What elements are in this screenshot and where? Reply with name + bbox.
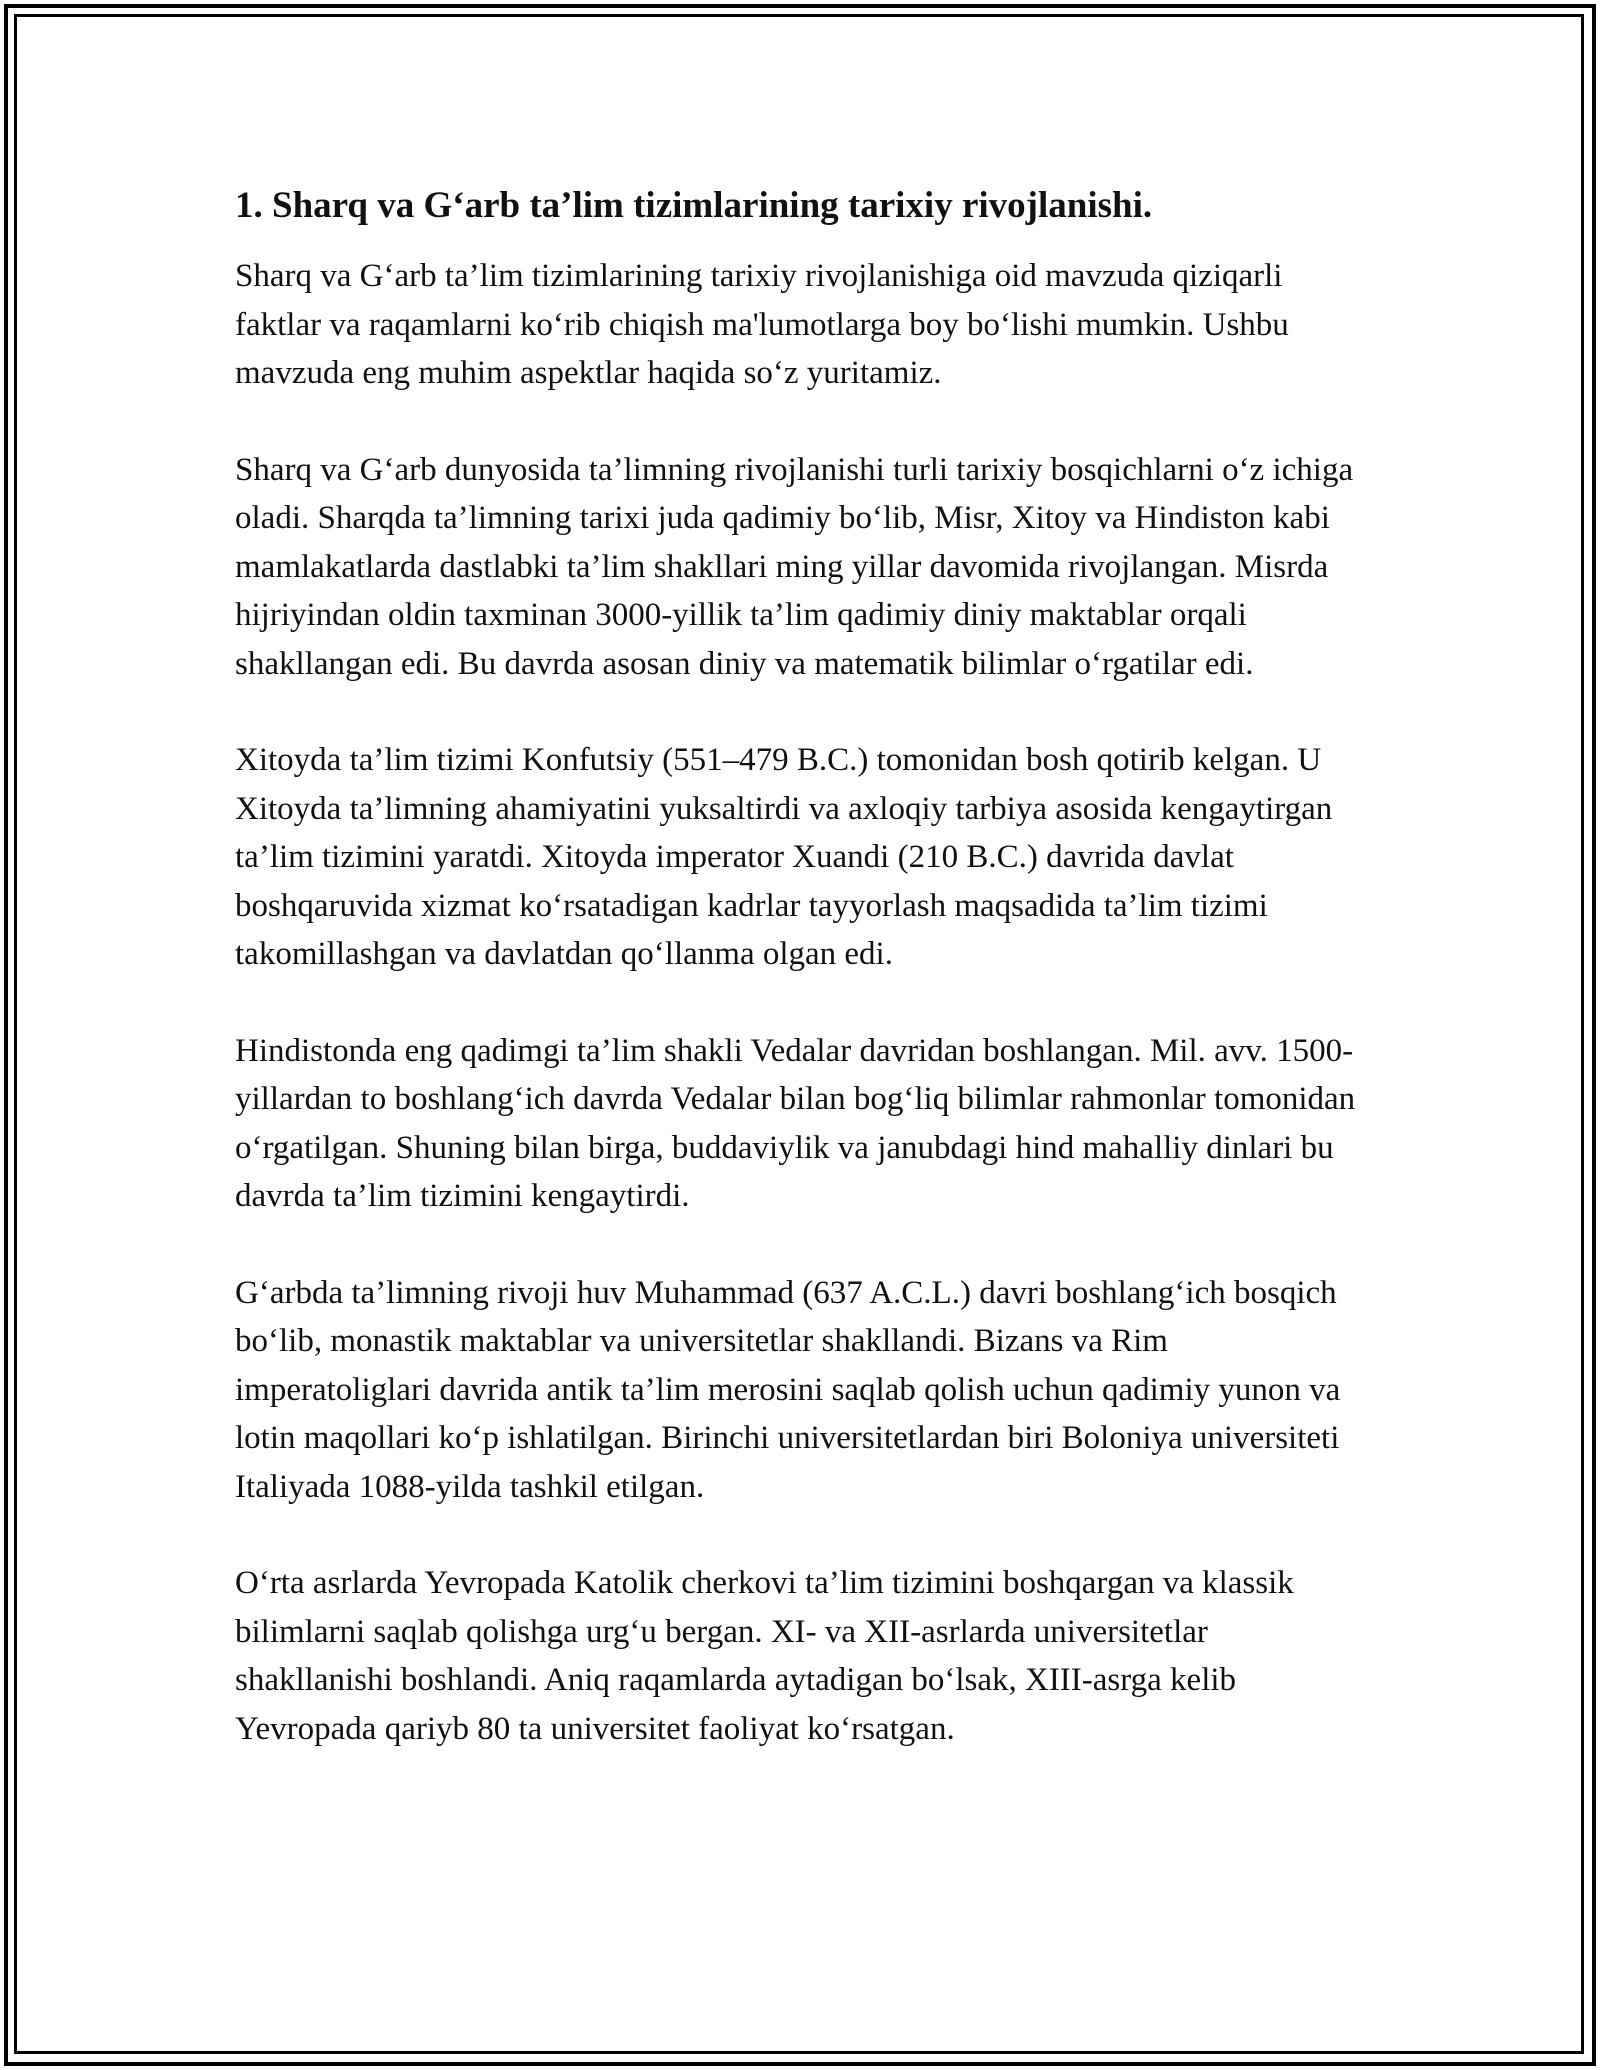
paragraph-east-overview: Sharq va G‘arb dunyosida ta’limning rivojlanishi turli tarixiy bosqichlarni o‘z ichiga oladi. Sharqda ta’limning tarixi juda qadimiy bo‘lib, Misr, Xitoy va Hindiston kabi mamlakatlarda dastlabki ta’lim shakllari ming yillar davomida rivojlangan. Misrda hijriyindan oldin taxminan 3000-yillik ta’lim qadimiy diniy maktablar orqali shakllangan edi. Bu davrda asosan diniy va matematik bilimlar o‘rgatilar edi. [235,451,1354,682]
document-body [235,182,1365,1801]
paragraph-india: Hindistonda eng qadimgi ta’lim shakli Vedalar davridan boshlangan. Mil. avv. 1500-yillardan to boshlang‘ich davrda Vedalar bilan bog‘liq bilimlar rahmonlar tomonidan o‘rgatilgan. Shuning bilan birga, buddaviylik va janubdagi hind mahalliy dinlari bu davrda ta’lim tizimini kengaytirdi. [235,1032,1356,1215]
paragraph-middle-ages: O‘rta asrlarda Yevropada Katolik cherkovi ta’lim tizimini boshqargan va klassik bilimlarni saqlab qolishga urg‘u bergan. XI- va XII-asrlarda universitetlar shakllanishi boshlandi. Aniq raqamlarda aytadigan bo‘lsak, XIII-asrga kelib Yevropada qariyb 80 ta universitet faoliyat ko‘rsatgan. [235,1565,1294,1747]
paragraph-china: Xitoyda ta’lim tizimi Konfutsiy (551–479 B.C.) tomonidan bosh qotirib kelgan. U Xitoyda ta’limning ahamiyatini yuksaltirdi va axloqiy tarbiya asosida kengaytirgan ta’lim tizimini yaratdi. Xitoyda imperator Xuandi (210 B.C.) davrida davlat boshqaruvida xizmat ko‘rsatadigan kadrlar tayyorlash maqsadida ta’lim tizimi takomillashgan va davlatdan qo‘llanma olgan edi. [235,742,1333,973]
paragraph-intro: Sharq va G‘arb ta’lim tizimlarining tarixiy rivojlanishiga oid mavzuda qiziqarli faktlar va raqamlarni ko‘rib chiqish ma'lumotlarga boy bo‘lishi mumkin. Ushbu mavzuda eng muhim aspektlar haqida so‘z yuritamiz. [235,258,1289,392]
paragraph-west: G‘arbda ta’limning rivoji huv Muhammad (637 A.C.L.) davri boshlang‘ich bosqich bo‘lib, monastik maktablar va universitetlar shakllandi. Bizans va Rim imperatoliglari davrida antik ta’lim merosini saqlab qolish uchun qadimiy yunon va lotin maqollari ko‘p ishlatilgan. Birinchi universitetlardan biri Boloniya universiteti Italiyada 1088-yilda tashkil etilgan. [235,1274,1341,1505]
section-heading: 1. Sharq va G‘arb ta’lim tizimlarining tarixiy rivojlanishi. [235,185,1153,226]
